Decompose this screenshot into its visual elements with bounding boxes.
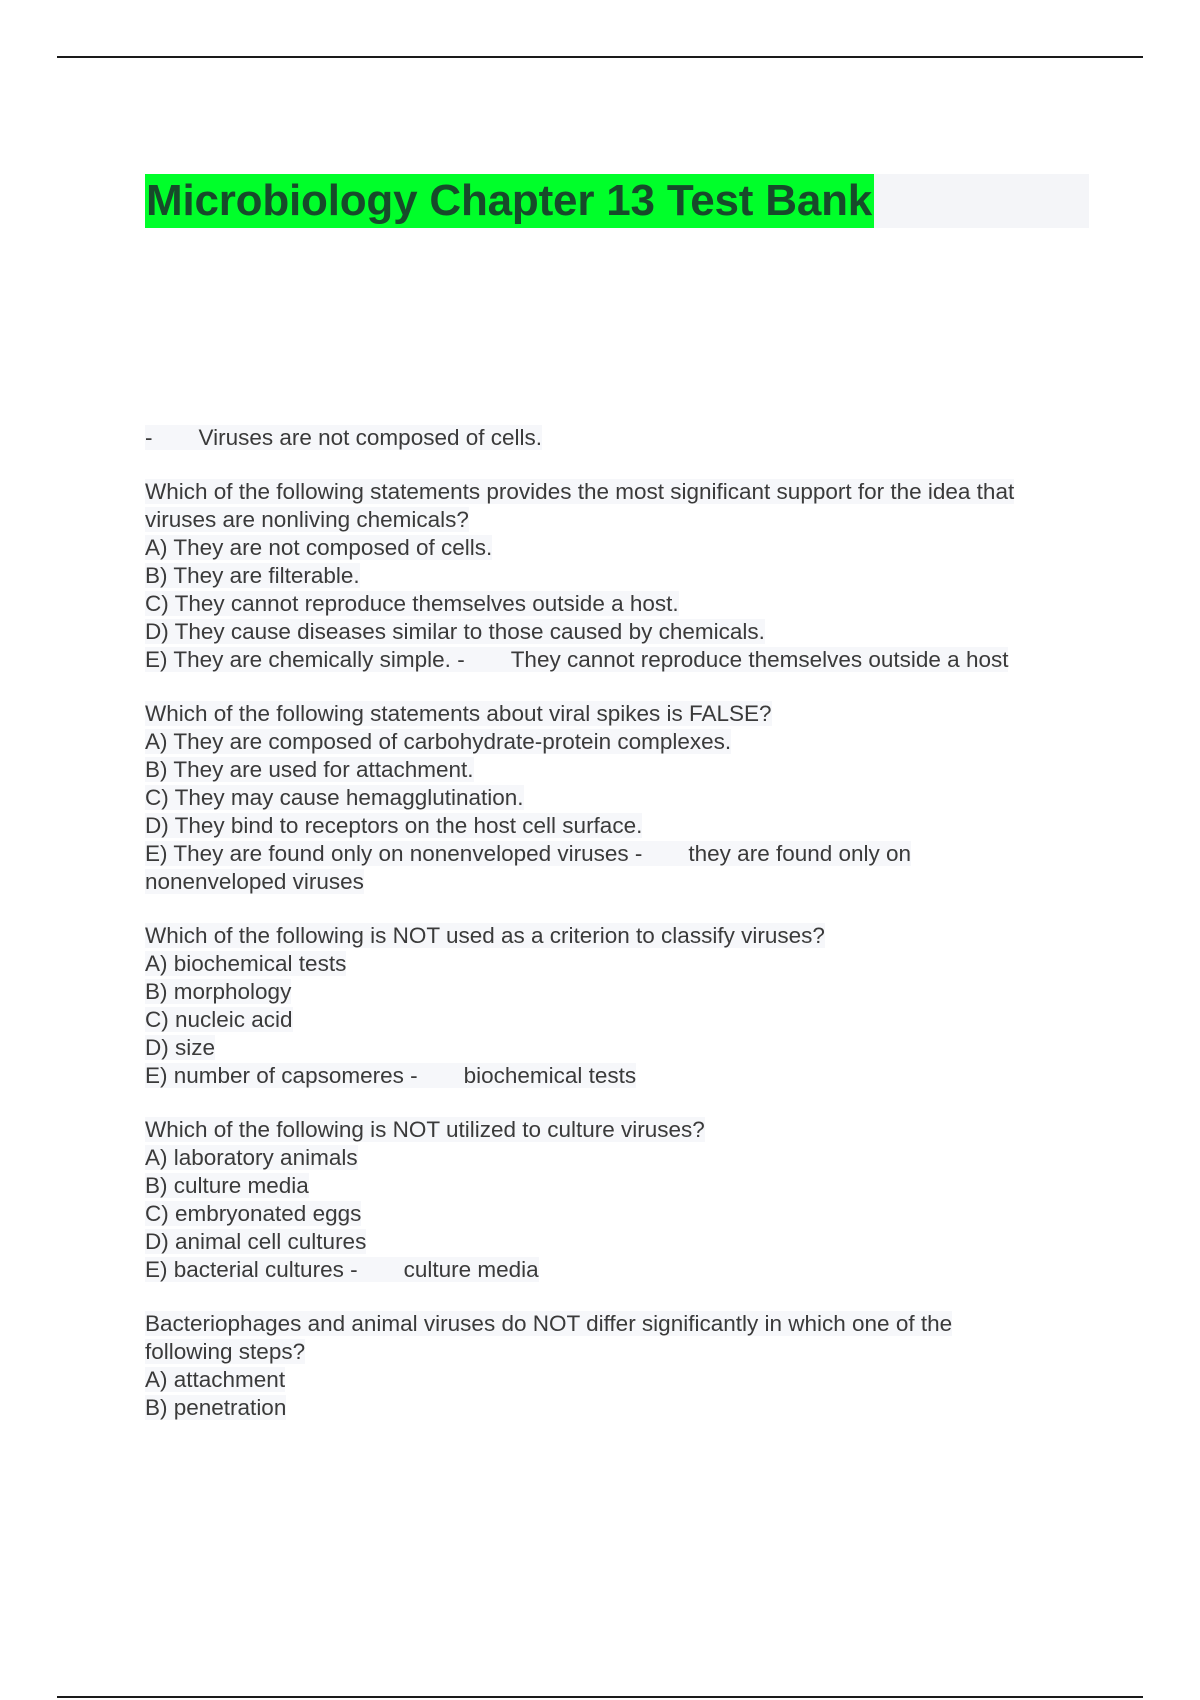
option-b: B) penetration <box>145 1395 287 1420</box>
answer-text-continued: nonenveloped viruses <box>145 869 364 894</box>
question-stem: Which of the following is NOT utilized to culture viruses? <box>145 1117 705 1142</box>
option-e: E) They are found only on nonenveloped viruses - <box>145 841 643 866</box>
bottom-rule <box>57 1696 1143 1698</box>
option-a: A) attachment <box>145 1367 286 1392</box>
option-d: D) animal cell cultures <box>145 1229 367 1254</box>
option-c: C) embryonated eggs <box>145 1201 362 1226</box>
question-stem: Which of the following is NOT used as a criterion to classify viruses? <box>145 923 825 948</box>
option-c: C) They cannot reproduce themselves outside a host. <box>145 591 679 616</box>
intro-answer <box>145 424 1105 452</box>
option-e: E) number of capsomeres - <box>145 1063 418 1088</box>
option-a: A) laboratory animals <box>145 1145 358 1170</box>
option-b: B) culture media <box>145 1173 309 1198</box>
answer-text: they are found only on <box>688 841 912 866</box>
intro-dash: - <box>145 425 153 450</box>
option-b: B) They are used for attachment. <box>145 757 474 782</box>
question-2 <box>145 700 1105 896</box>
question-stem: Bacteriophages and animal viruses do NOT differ significantly in which one of the <box>145 1311 953 1336</box>
option-d: D) size <box>145 1035 216 1060</box>
question-5 <box>145 1310 1105 1422</box>
question-stem: viruses are nonliving chemicals? <box>145 507 469 532</box>
option-d: D) They bind to receptors on the host cell surface. <box>145 813 643 838</box>
option-e: E) bacterial cultures - <box>145 1257 358 1282</box>
option-b: B) They are filterable. <box>145 563 360 588</box>
option-e: E) They are chemically simple. - <box>145 647 465 672</box>
option-a: A) biochemical tests <box>145 951 347 976</box>
option-d: D) They cause diseases similar to those caused by chemicals. <box>145 619 765 644</box>
option-b: B) morphology <box>145 979 292 1004</box>
option-c: C) nucleic acid <box>145 1007 293 1032</box>
top-rule <box>57 56 1143 58</box>
question-stem: following steps? <box>145 1339 306 1364</box>
page-title: Microbiology Chapter 13 Test Bank <box>145 174 874 228</box>
question-stem: Which of the following statements provides the most significant support for the idea that <box>145 479 1015 504</box>
option-a: A) They are composed of carbohydrate-protein complexes. <box>145 729 732 754</box>
question-stem: Which of the following statements about viral spikes is FALSE? <box>145 701 772 726</box>
answer-text: biochemical tests <box>463 1063 637 1088</box>
answer-text: They cannot reproduce themselves outside a host <box>510 647 1009 672</box>
question-4 <box>145 1116 1105 1284</box>
question-list <box>145 424 1105 1422</box>
question-3 <box>145 922 1105 1090</box>
option-c: C) They may cause hemagglutination. <box>145 785 524 810</box>
answer-text: culture media <box>403 1257 539 1282</box>
intro-answer-text: Viruses are not composed of cells. <box>198 425 543 450</box>
option-a: A) They are not composed of cells. <box>145 535 493 560</box>
question-1 <box>145 478 1105 674</box>
